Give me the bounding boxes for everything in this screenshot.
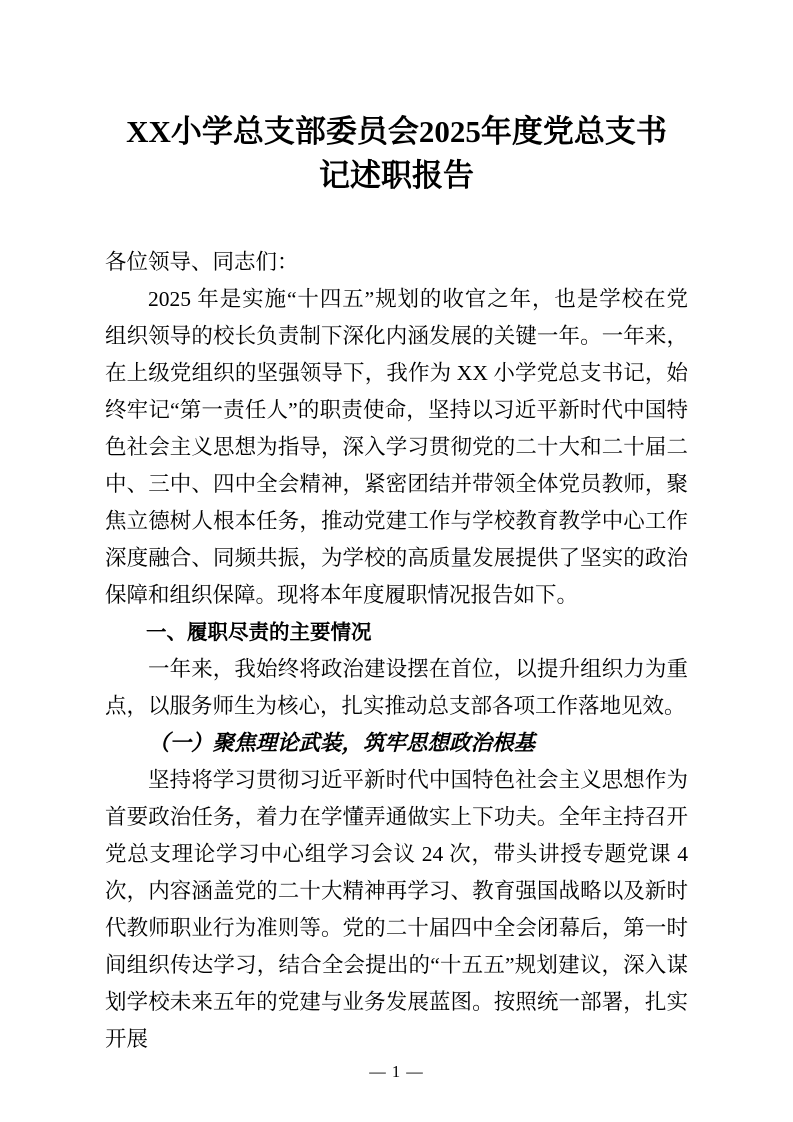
paragraph-overview: 一年来，我始终将政治建设摆在首位，以提升组织力为重点，以服务师生为核心，扎实推动总支部各项工作落地见效。 [105,657,688,718]
page-footer [0,1062,793,1082]
salutation: 各位领导、同志们： [105,250,299,274]
paragraph-intro: 2025 年是实施“十四五”规划的收官之年，也是学校在党组织领导的校长负责制下深化内涵发展的关键一年。一年来，在上级党组织的坚强领导下，我作为 XX 小学党总支书记，始终牢记“第一责任人”的职责使命，坚持以习近平新时代中国特色社会主义思想为指导，深入学习贯彻党的二十大和二十届二中、三中、四中全会精神，紧密团结并带领全体党员教师，聚焦立德树人根本任务，推动党建工作与学校教育教学中心工作深度融合、同频共振，为学校的高质量发展提供了坚实的政治保障和组织保障。现将本年度履职情况报告如下。 [105,287,688,607]
section-heading-1: 一、履职尽责的主要情况 [146,621,372,644]
document-title-line-1: XX小学总支部委员会2025年度党总支书 [126,114,667,149]
document-title [105,110,688,198]
paragraph-theory: 坚持将学习贯彻习近平新时代中国特色社会主义思想作为首要政治任务，着力在学懂弄通做实上下功夫。全年主持召开党总支理论学习中心组学习会议 24 次，带头讲授专题党课 4 次，内容涵盖党的二十大精神再学习、教育强国战略以及新时代教师职业行为准则等。党的二十届四中全会闭幕后，第一时间组织传达学习，结合全会提出的“十五五”规划建议，深入谋划学校未来五年的党建与业务发展蓝图。按照统一部署，扎实开展 [105,768,688,1051]
page-number: — 1 — [369,1062,424,1081]
document-title-line-2: 记述职报告 [319,158,474,193]
subsection-heading-1: （一）聚焦理论武装，筑牢思想政治根基 [148,731,536,755]
